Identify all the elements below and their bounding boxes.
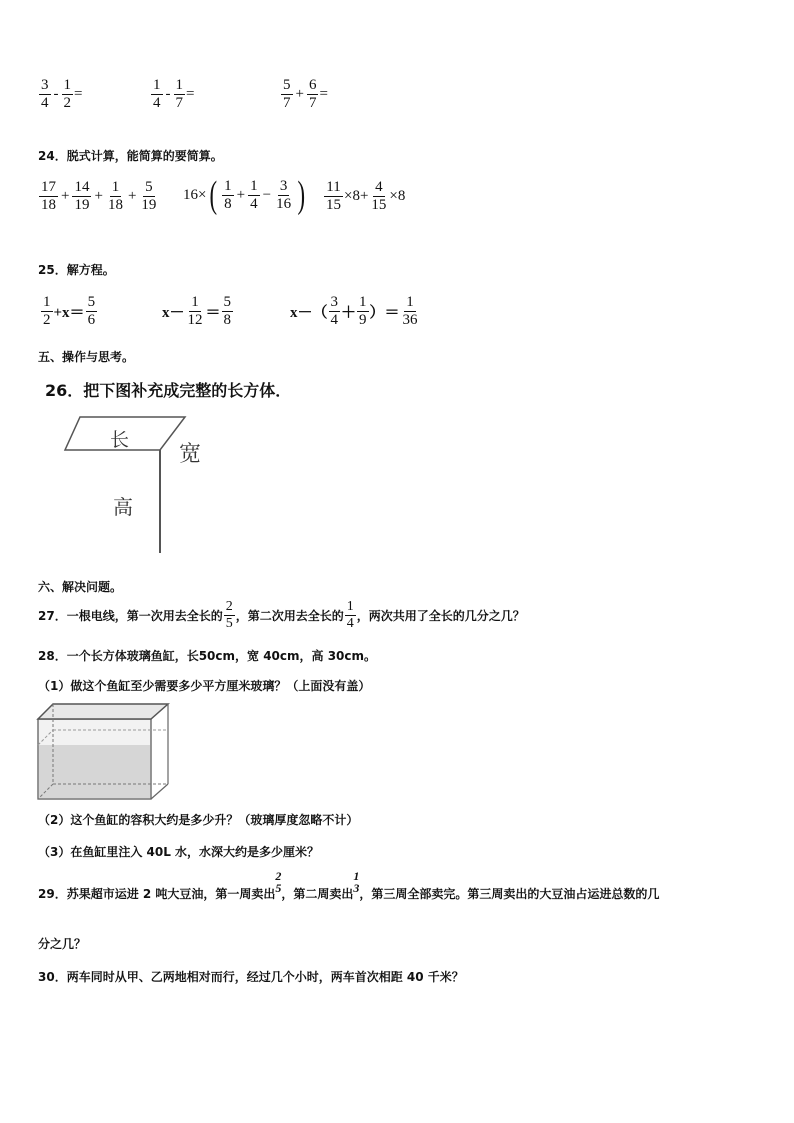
fraction: $\frac{1}{2}$ xyxy=(63,77,71,111)
question-25-title: 25．解方程。 xyxy=(38,263,115,277)
right-paren: ) xyxy=(297,174,306,216)
fraction-one-third: 1 3 xyxy=(353,869,360,895)
question-30: 30．两车同时从甲、乙两地相对而行，经过几个小时，两车首次相距 40 千米？ xyxy=(38,970,464,984)
fraction: $\frac{1}{12}$ xyxy=(187,294,203,328)
fraction: $\frac{1}{36}$ xyxy=(402,294,418,328)
section-5-heading: 五、操作与思考。 xyxy=(38,350,135,364)
fraction: $\frac{5}{6}$ xyxy=(87,294,96,328)
question-27: 27．一根电线，第一次用去全长的 $\frac{2}{5}$ ，第二次用去全长的 $\frac{1}{4}$ ，两次共用了全长的几分之几？ xyxy=(38,599,525,631)
q24-expr-3: $\frac{11}{15}$ ×8+ $\frac{4}{15}$ ×8 xyxy=(326,179,406,213)
question-24-title: 24．脱式计算，能简算的要简算。 xyxy=(38,149,223,163)
fraction: $\frac{1}{4}$ xyxy=(153,77,161,111)
tank-top-face xyxy=(38,704,168,719)
expr-1-4-minus-1-7: $\frac{1}{4}$ - $\frac{1}{7}$ = xyxy=(153,77,195,111)
fraction: $\frac{1}{8}$ xyxy=(224,177,232,212)
left-paren: ( xyxy=(210,174,218,216)
section-6-heading: 六、解决问题。 xyxy=(38,580,123,594)
fraction: $\frac{5}{7}$ xyxy=(283,77,291,111)
fraction: $\frac{3}{4}$ xyxy=(330,294,339,328)
label-width: 宽 xyxy=(179,442,202,467)
question-28-title: 28．一个长方体玻璃鱼缸，长50cm，宽 40cm，高 30cm。 xyxy=(38,649,377,663)
fraction: $\frac{5}{8}$ xyxy=(223,294,232,328)
question-29-line-1: 29．苏果超市运进 2 吨大豆油，第一周卖出 2 5 ，第二周卖出 1 3 ，第三周全部卖完。第三周卖出的大豆油占运进总数的几 xyxy=(38,869,660,901)
fraction: $\frac{11}{15}$ xyxy=(326,179,341,213)
fraction: $\frac{3}{16}$ xyxy=(276,177,292,212)
label-length: 长 xyxy=(110,429,130,451)
fraction: $\frac{1}{18}$ xyxy=(107,179,123,213)
question-28-sub-1: （1）做这个鱼缸至少需要多少平方厘米玻璃？（上面没有盖） xyxy=(38,679,371,693)
tank-water xyxy=(38,745,151,799)
fraction-two-fifths: 2 5 xyxy=(275,869,282,895)
fraction: $\frac{14}{19}$ xyxy=(74,179,90,213)
q25-equation-2: x－ $\frac{1}{12}$ ＝ $\frac{5}{8}$ xyxy=(162,294,232,328)
fraction: $\frac{17}{18}$ xyxy=(41,179,56,213)
cuboid-partial-figure xyxy=(60,405,220,555)
fraction: $\frac{2}{5}$ xyxy=(225,599,233,631)
fraction: $\frac{4}{15}$ xyxy=(371,179,387,213)
expr-5-7-plus-6-7: $\frac{5}{7}$ + $\frac{6}{7}$ = xyxy=(283,77,328,111)
tank-right-bottom-edge xyxy=(151,784,168,799)
q25-equation-1: $\frac{1}{2}$ +x＝ $\frac{5}{6}$ xyxy=(43,294,96,328)
fraction: $\frac{5}{19}$ xyxy=(141,179,157,213)
fraction: $\frac{1}{7}$ xyxy=(175,77,183,111)
fraction: $\frac{1}{4}$ xyxy=(250,177,258,212)
question-28-sub-2: （2）这个鱼缸的容积大约是多少升？（玻璃厚度忽略不计） xyxy=(38,813,359,827)
q24-expr-2: 16× ( $\frac{1}{8}$ + $\frac{1}{4}$ − $\frac{3}{16}$ ) xyxy=(183,174,306,216)
question-29-line-2: 分之几？ xyxy=(38,937,87,951)
fish-tank-figure xyxy=(36,701,171,801)
fraction: $\frac{1}{4}$ xyxy=(346,599,354,631)
fraction: $\frac{3}{4}$ xyxy=(41,77,49,111)
q25-equation-3: x－（ $\frac{3}{4}$ ＋ $\frac{1}{9}$ ）＝ $\frac{1}{36}$ xyxy=(290,294,418,328)
q24-expr-1: $\frac{17}{18}$ + $\frac{14}{19}$ + $\frac{1}{18}$ + $\frac{5}{19}$ xyxy=(41,179,157,213)
fraction: $\frac{1}{2}$ xyxy=(43,294,51,328)
question-28-sub-3: （3）在鱼缸里注入 40L 水，水深大约是多少厘米？ xyxy=(38,845,320,859)
fraction: $\frac{6}{7}$ xyxy=(308,77,317,111)
fraction: $\frac{1}{9}$ xyxy=(359,294,367,328)
label-height: 高 xyxy=(113,495,133,519)
expr-3-4-minus-1-2: $\frac{3}{4}$ - $\frac{1}{2}$ = xyxy=(41,77,83,111)
question-26-title: 26．把下图补充成完整的长方体． xyxy=(45,381,292,400)
